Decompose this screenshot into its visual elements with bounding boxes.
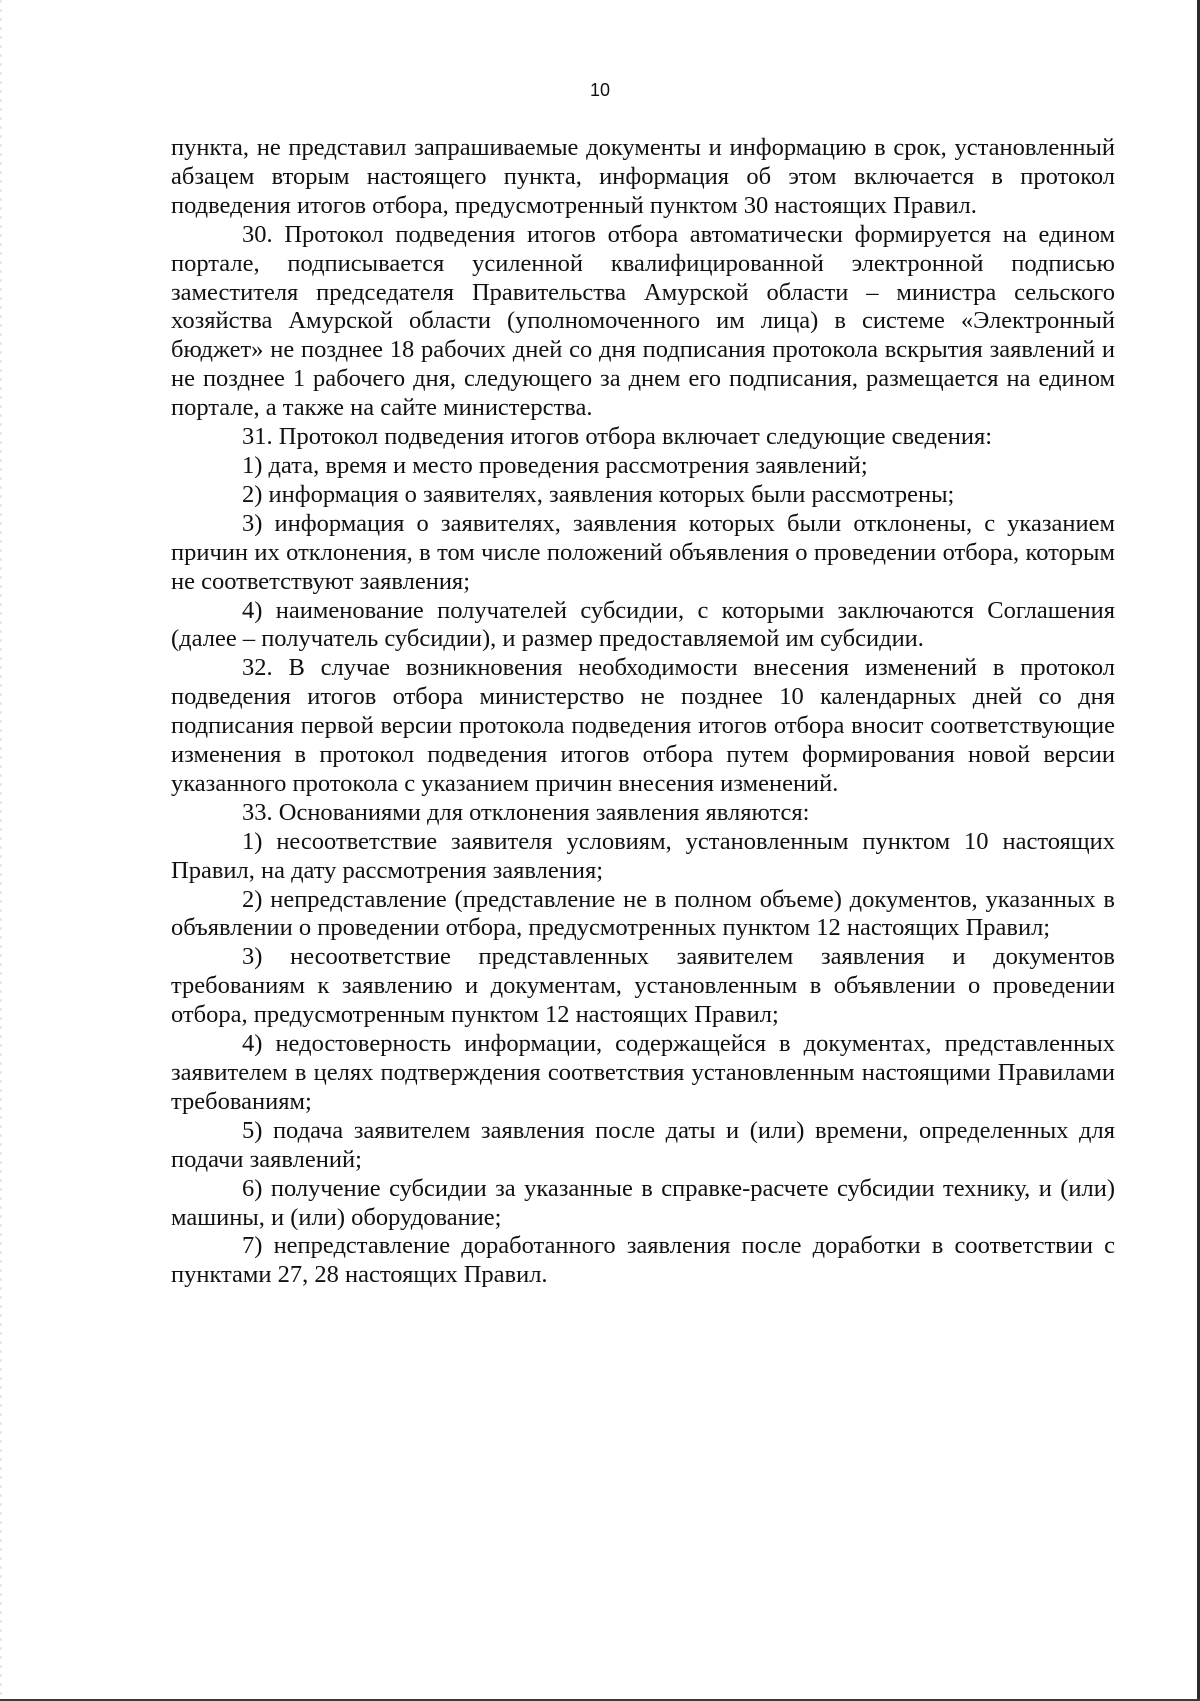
paragraph-continuation: пункта, не представил запрашиваемые документы и информацию в срок, установленный абзацем вторым настоящего пункта, информация об этом включается в протокол подведения итогов отбора, предусмотренный пунктом 30 настоящих Правил. xyxy=(171,134,1115,219)
document-body xyxy=(171,134,1115,1290)
list-item-33-3: 3) несоответствие представленных заявителем заявления и документов требованиям к заявлению и документам, установленным в объявлении о проведении отбора, предусмотренным пунктом 12 настоящих Правил; xyxy=(171,943,1115,1029)
list-item-31-4: 4) наименование получателей субсидии, с которыми заключаются Соглашения (далее – получатель субсидии), и размер предоставляемой им субсидии. xyxy=(171,596,1115,653)
paragraph-clause-30: 30. Протокол подведения итогов отбора автоматически формируется на едином портале, подписывается усиленной квалифицированной электронной подписью заместителя председателя Правительства Амурской области – министра сельского хозяйства Амурской области (уполномоченного им лица) в системе «Электронный бюджет» не позднее 18 рабочих дней со дня подписания протокола вскрытия заявлений и не позднее 1 рабочего дня, следующего за днем его подписания, размещается на едином портале, а также на сайте министерства. xyxy=(171,220,1115,422)
scan-edge-left xyxy=(0,0,2,1701)
paragraph-clause-32: 32. В случае возникновения необходимости внесения изменений в протокол подведения итогов отбора министерство не позднее 10 календарных дней со дня подписания первой версии протокола подведения итогов отбора вносит соответствующие изменения в протокол подведения итогов отбора путем формирования новой версии указанного протокола с указанием причин внесения изменений. xyxy=(171,654,1115,797)
list-item-33-2: 2) непредставление (представление не в полном объеме) документов, указанных в объявлении о проведении отбора, предусмотренных пунктом 12 настоящих Правил; xyxy=(171,885,1115,942)
paragraph-clause-33: 33. Основаниями для отклонения заявления являются: xyxy=(242,798,810,826)
list-item-33-4: 4) недостоверность информации, содержащейся в документах, представленных заявителем в целях подтверждения соответствия установленным настоящими Правилами требованиям; xyxy=(171,1030,1115,1115)
paragraph-clause-31: 31. Протокол подведения итогов отбора включает следующие сведения: xyxy=(242,423,993,451)
list-item-33-5: 5) подача заявителем заявления после даты и (или) времени, определенных для подачи заявлений; xyxy=(171,1116,1115,1173)
list-item-33-7: 7) непредставление доработанного заявления после доработки в соответствии с пунктами 27, 28 настоящих Правил. xyxy=(171,1232,1115,1289)
page-number: 10 xyxy=(589,80,611,100)
list-item-31-1: 1) дата, время и место проведения рассмотрения заявлений; xyxy=(242,451,868,479)
list-item-31-3: 3) информация о заявителях, заявления которых были отклонены, с указанием причин их отклонения, в том числе положений объявления о проведении отбора, которым не соответствуют заявления; xyxy=(171,509,1115,595)
list-item-31-2: 2) информация о заявителях, заявления которых были рассмотрены; xyxy=(242,480,955,508)
list-item-33-1: 1) несоответствие заявителя условиям, установленным пунктом 10 настоящих Правил, на дату рассмотрения заявления; xyxy=(171,827,1115,884)
list-item-33-6: 6) получение субсидии за указанные в справке-расчете субсидии технику, и (или) машины, и (или) оборудование; xyxy=(171,1174,1115,1231)
